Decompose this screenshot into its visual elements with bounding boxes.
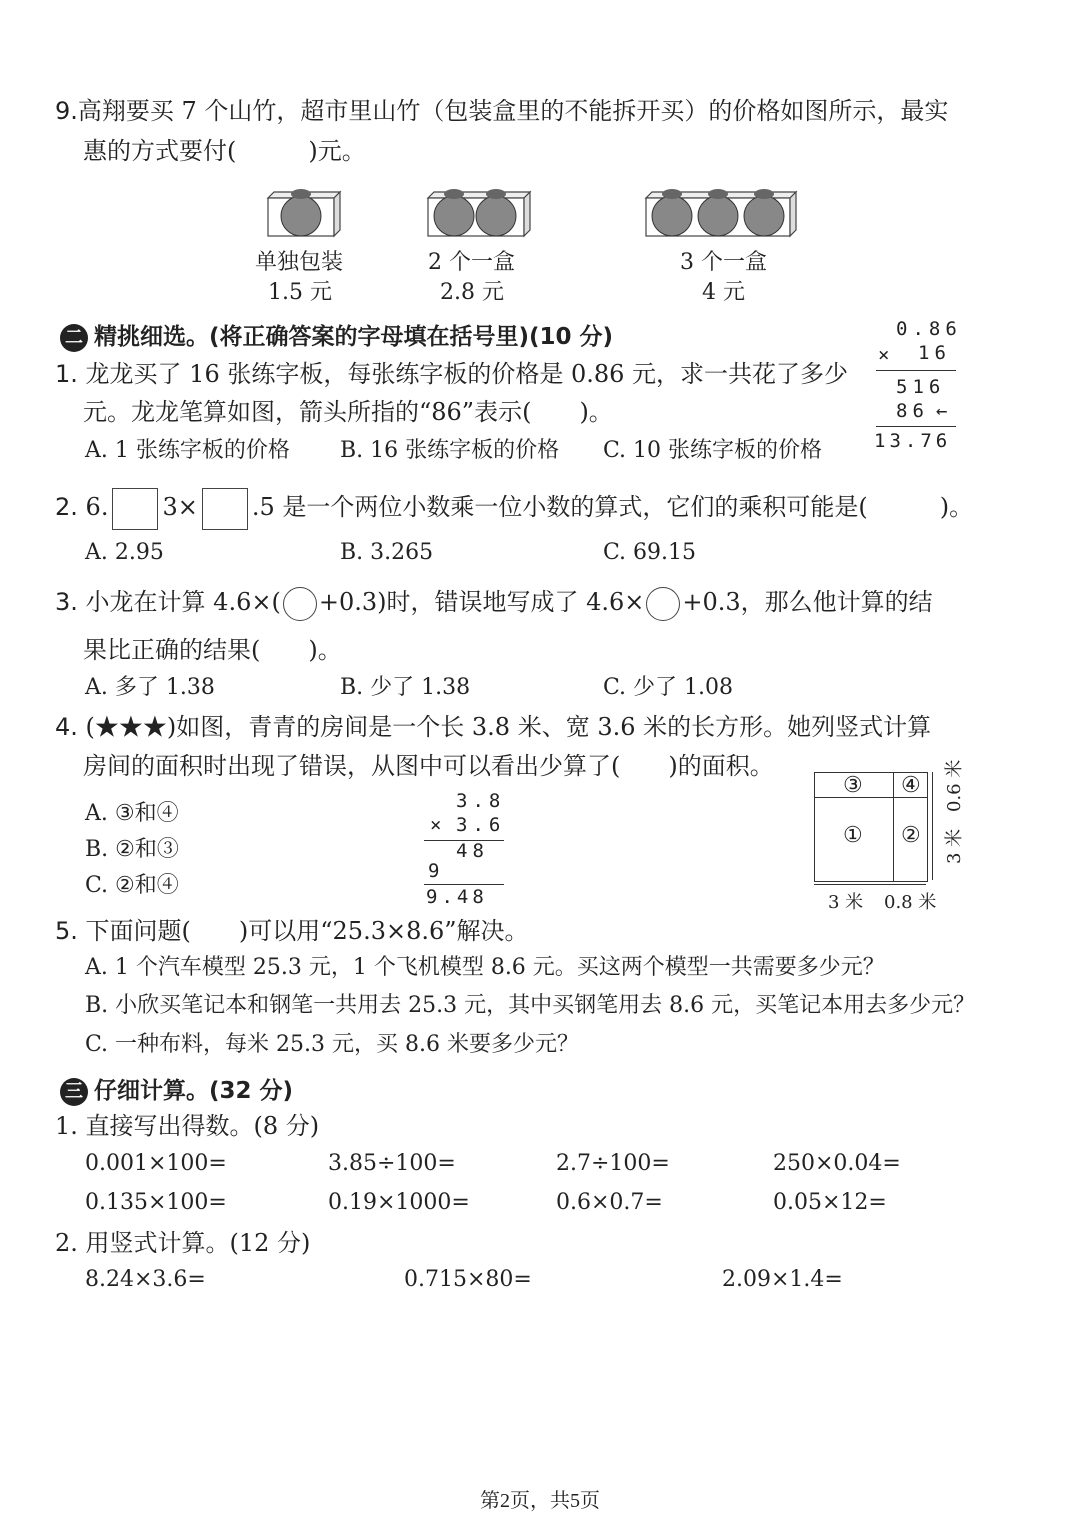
region-2-label: ② (901, 823, 921, 848)
calc2-row2: 3.6 (456, 814, 506, 836)
s2q4-line1 (55, 713, 931, 741)
s2q4-option-a: A. ③和④ (85, 801, 179, 826)
calc1-row2: 16 (918, 342, 951, 364)
s2q5-option-c: C. 一种布料，每米 25.3 元，买 8.6 米要多少元？ (85, 1032, 579, 1057)
dim-0-8m: 0.8 米 (884, 892, 937, 913)
pack-price-triple: 4 元 (702, 280, 745, 305)
calc1-rule1 (876, 370, 956, 371)
pack-price-single: 1.5 元 (268, 280, 332, 305)
section-3-badge: 三 (60, 1078, 88, 1106)
region-1-label: ① (843, 823, 863, 848)
calc2-row5: 9.48 (426, 886, 488, 908)
s2q1-number: 1. (55, 360, 78, 388)
dim-3m-bottom: 3 米 (828, 892, 864, 913)
calc1-times: × (878, 344, 890, 366)
blank-circle-2[interactable] (646, 587, 680, 621)
s2q1-option-a: A. 1 张练字板的价格 (85, 438, 290, 463)
s2q5-option-a: A. 1 个汽车模型 25.3 元，1 个飞机模型 8.6 元。买这两个模型一共需要多少元？ (85, 955, 885, 980)
pack-label-triple: 3 个一盒 (680, 250, 767, 275)
s2q5-text-1: 下面问题( )可以用“25.3×8.6”解决。 (85, 917, 529, 945)
q9-line1 (55, 97, 948, 125)
calc1-row1: 0.86 (896, 318, 962, 340)
room-divider-v (893, 773, 894, 881)
calc-item: 0.001×100= (85, 1151, 227, 1176)
q9-text-1: 高翔要买 7 个山竹，超市里山竹（包装盒里的不能拆开买）的价格如图所示，最实 (77, 97, 949, 125)
s2q3-text-1: 小龙在计算 4.6×( (85, 588, 281, 616)
s3q1-title: 1. 直接写出得数。(8 分) (55, 1112, 320, 1140)
blank-box-2[interactable] (202, 488, 248, 530)
s2q3-number: 3. (55, 588, 78, 616)
section-3-header (60, 1072, 293, 1106)
s2q1-option-c: C. 10 张练字板的价格 (603, 438, 823, 463)
calc2-row1: 3.8 (456, 790, 506, 812)
bottom-dimension-line (814, 884, 926, 885)
s2q5-number: 5. (55, 917, 78, 945)
s2q2-text-3: .5 是一个两位小数乘一位小数的算式，它们的乘积可能是( )。 (251, 493, 974, 521)
calc1-arrow: ← (936, 400, 948, 422)
s2q3-line1 (55, 584, 933, 620)
page-footer: 第2页，共5页 (480, 1490, 600, 1512)
vertical-calc-item: 8.24×3.6= (85, 1267, 206, 1292)
double-pack-image (422, 178, 534, 240)
s2q4-option-c: C. ②和④ (85, 873, 179, 898)
single-pack-image (262, 178, 342, 240)
calc2-row4: 9 (428, 860, 440, 882)
room-diagram (814, 772, 928, 882)
s2q1-line1 (55, 360, 848, 388)
s2q3-text-4: 果比正确的结果( )。 (83, 636, 342, 664)
calc-item: 0.135×100= (85, 1190, 227, 1215)
vertical-calc-item: 0.715×80= (404, 1267, 532, 1292)
calc1-rule2 (876, 426, 956, 427)
calc1-row3: 516 (896, 376, 946, 398)
blank-box-1[interactable] (112, 488, 158, 530)
calc-item: 3.85÷100= (328, 1151, 456, 1176)
pack-label-single: 单独包装 (255, 250, 344, 275)
calc-item: 0.19×1000= (328, 1190, 470, 1215)
s2q2-option-c: C. 69.15 (603, 540, 697, 565)
calc-item: 0.6×0.7= (556, 1190, 663, 1215)
s2q4-text-2: 房间的面积时出现了错误，从图中可以看出少算了( )的面积。 (83, 752, 774, 780)
calc2-row3: 48 (456, 840, 489, 862)
s2q4-text-1: (★★★)如图，青青的房间是一个长 3.8 米、宽 3.6 米的长方形。她列竖式计算 (85, 713, 932, 741)
blank-circle-1[interactable] (283, 587, 317, 621)
region-4-label: ④ (901, 773, 921, 798)
s2q1-text-2: 元。龙龙笔算如图，箭头所指的“86”表示( )。 (83, 398, 613, 426)
vertical-calc-item: 2.09×1.4= (722, 1267, 843, 1292)
s2q1-option-b: B. 16 张练字板的价格 (340, 438, 560, 463)
section-3-title: 仔细计算。(32 分) (94, 1078, 294, 1104)
s3q2-title: 2. 用竖式计算。(12 分) (55, 1229, 311, 1257)
section-2-header (60, 318, 613, 352)
s2q2-text-1: 6. (85, 493, 109, 521)
section-2-title: 精挑细选。(将正确答案的字母填在括号里)(10 分) (94, 324, 614, 350)
s2q2-number: 2. (55, 493, 78, 521)
calc1-row4: 86 (896, 400, 929, 422)
side-dimension-line (932, 772, 933, 880)
s2q5-option-b: B. 小欣买笔记本和钢笔一共用去 25.3 元，其中买钢笔用去 8.6 元，买笔记本用去多少元？ (85, 993, 976, 1018)
calc-item: 250×0.04= (773, 1151, 901, 1176)
region-3-label: ③ (843, 773, 863, 798)
s2q1-text-1: 龙龙买了 16 张练字板，每张练字板的价格是 0.86 元，求一共花了多少 (85, 360, 849, 388)
dim-0-6m: 0.6 米 (944, 759, 965, 812)
section-2-badge: 二 (60, 324, 88, 352)
dim-3m-side: 3 米 (944, 828, 965, 864)
s2q4-number: 4. (55, 713, 78, 741)
s2q4-option-b: B. ②和③ (85, 837, 179, 862)
calc-item: 2.7÷100= (556, 1151, 670, 1176)
s2q3-option-a: A. 多了 1.38 (85, 675, 215, 700)
pack-price-double: 2.8 元 (440, 280, 504, 305)
s2q3-option-b: B. 少了 1.38 (340, 675, 471, 700)
s2q3-text-2: +0.3)时，错误地写成了 4.6× (318, 588, 645, 616)
s2q2-option-b: B. 3.265 (340, 540, 434, 565)
calc1-row5: 13.76 (874, 430, 952, 452)
q9-text-2: 惠的方式要付( )元。 (83, 137, 366, 165)
q9-number: 9. (55, 97, 78, 125)
s2q2-line1 (55, 485, 973, 529)
pack-label-double: 2 个一盒 (428, 250, 515, 275)
calc2-times: × (430, 814, 442, 836)
calc2-rule2 (424, 884, 504, 885)
s2q2-option-a: A. 2.95 (85, 540, 164, 565)
s2q3-option-c: C. 少了 1.08 (603, 675, 734, 700)
triple-pack-image (640, 178, 800, 240)
s2q3-text-3: +0.3，那么他计算的结 (682, 588, 933, 616)
s2q5-line1 (55, 917, 529, 945)
s2q2-text-2: 3× (162, 493, 198, 521)
calc-item: 0.05×12= (773, 1190, 887, 1215)
